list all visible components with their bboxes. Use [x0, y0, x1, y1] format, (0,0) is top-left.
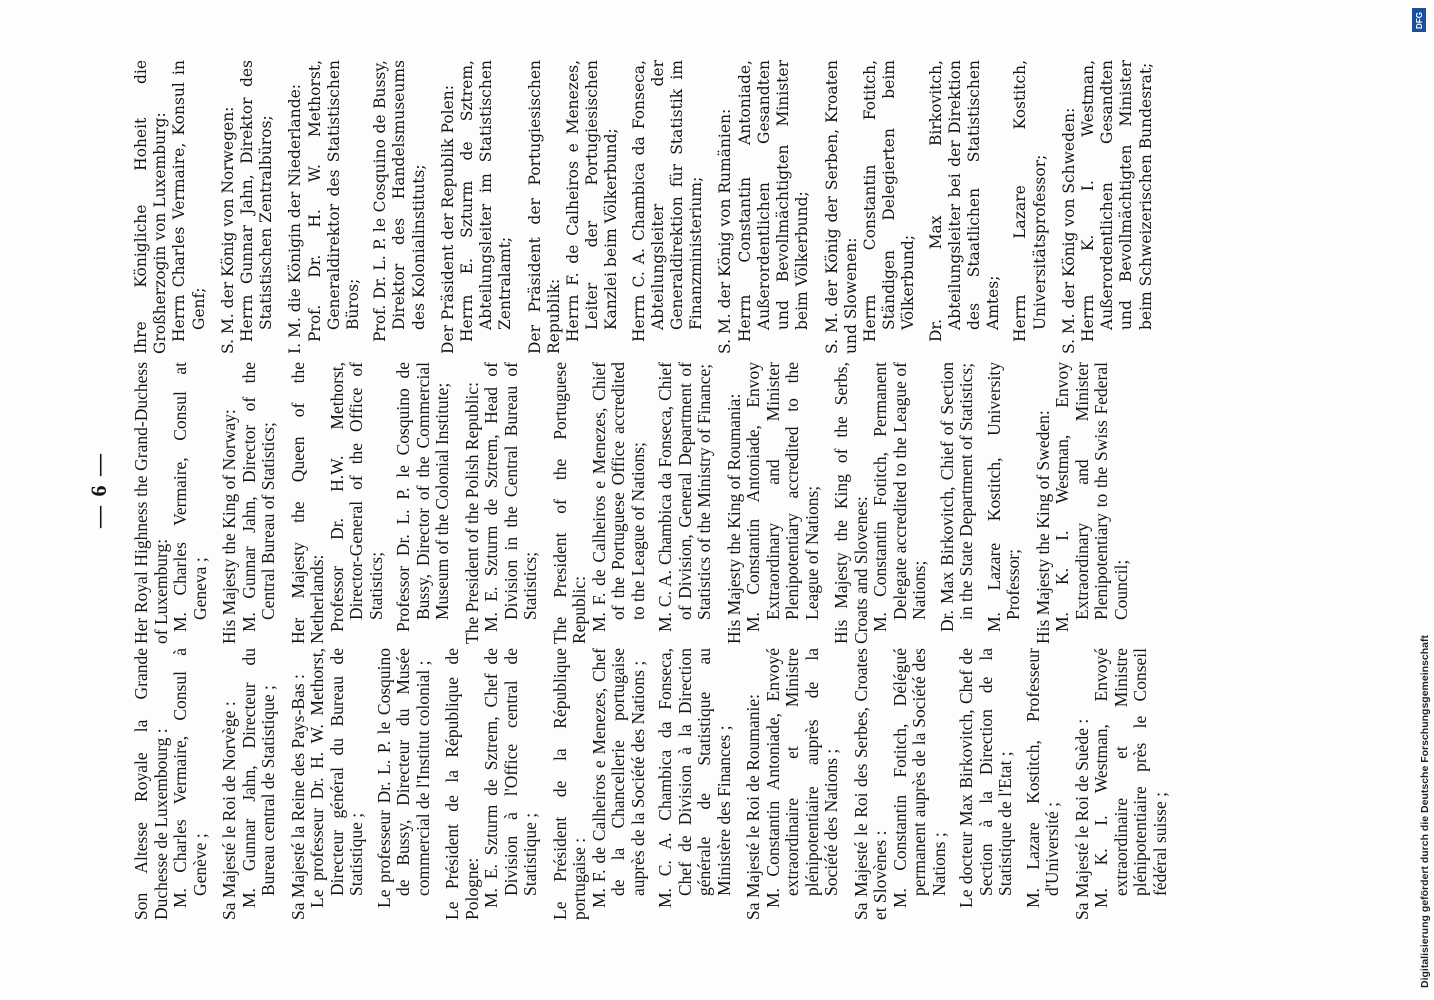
sovereign-heading: His Majesty the King of Norway:	[219, 409, 239, 644]
delegate-entry: Herrn Gunnar Jahn, Direktor des Statistischen Zentralbüros;	[238, 60, 276, 342]
delegate-entry: M. Lazare Kostitch, Professeur d'Université ;	[1022, 648, 1062, 908]
delegate-entry: Le professeur Dr. L. P. le Cosquino de Bussy, Directeur du Musée commercial de l'Institut colonial ;	[373, 648, 433, 908]
sovereign-heading: Her Royal Highness the Grand-Duchess of Luxemburg:	[131, 362, 171, 644]
french-entry	[852, 648, 1063, 920]
delegate-entry: Herrn K. I. Westman, Außerordentlichen Gesandten und Bevollmächtigten Minister beim Schweizerischen Bundesrat;	[1078, 60, 1155, 342]
dfg-logo-text: DFG	[1414, 11, 1424, 29]
delegate-entry: M. K. I. Westman, Envoy Extraordinary and Minister Plenipotentiary to the Swiss Federal Council;	[1052, 362, 1131, 632]
delegate-entry: M. F. de Calheiros e Menezes, Chef de la Chancellerie portugaise auprès de la Société des Nations ;	[588, 648, 648, 908]
sovereign-heading: Her Majesty the Queen of the Netherlands:	[287, 362, 327, 644]
delegate-entry: M. C. A. Chambica da Fonseca, Chef de Division à la Direction générale de Statistique au Ministère des Finances ;	[655, 648, 734, 908]
delegate-entry: Prof. Dr. H. W. Methorst, Generaldirektor des Statistischen Büros;	[305, 60, 363, 342]
delegate-entry: Herrn C. A. Chambica da Fonseca, Abteilungsleiter der Generaldirektion für Statistik im Finanzministerium;	[629, 60, 706, 342]
sovereign-heading: Le Président de la République portugaise :	[549, 648, 589, 920]
french-entry	[132, 648, 210, 920]
sovereign-heading: His Majesty the King of the Serbs, Croats and Slovenes:	[831, 362, 871, 644]
sovereign-heading: Der Präsident der Portugiesischen Republik:	[525, 60, 563, 354]
german-entry	[1060, 60, 1156, 354]
english-entry	[551, 362, 715, 644]
sovereign-heading: Sa Majesté le Roi de Suède :	[1071, 718, 1092, 920]
english-entry	[463, 362, 541, 644]
french-entry	[744, 648, 842, 920]
sovereign-heading: Der Präsident der Republik Polen:	[438, 85, 457, 354]
german-entry	[526, 60, 707, 354]
english-entry	[725, 362, 823, 644]
digitization-note: Digitalisierung gefördert durch die Deutsche Forschungsgemeinschaft	[1419, 635, 1431, 988]
delegate-entry: M. Gunnar Jahn, Directeur du Bureau central de Statistique ;	[238, 648, 278, 908]
french-entry	[289, 648, 434, 920]
english-entry	[289, 362, 453, 644]
german-entry	[439, 60, 516, 354]
english-entry	[132, 362, 210, 644]
sovereign-heading: S. M. der König der Serben, Kroaten und Slowenen:	[822, 60, 860, 354]
delegate-entry: M. K. I. Westman, Envoyé extraordinaire et Ministre plénipotentiaire près le Conseil fédéral suisse ;	[1091, 648, 1170, 908]
french-column	[132, 648, 1282, 920]
german-entry	[219, 60, 277, 354]
delegate-entry: Herrn Charles Vermaire, Konsul in Genf;	[170, 60, 208, 342]
german-column	[132, 60, 1282, 354]
french-entry	[443, 648, 541, 920]
sovereign-heading: Sa Majesté le Roi de Norvège :	[219, 701, 239, 920]
page-number: — 6 —	[86, 452, 111, 528]
delegate-entry: Professor Dr. L. P. le Cosquino de Bussy, Director of the Commercial Museum of the Colonial Institute;	[393, 362, 452, 632]
delegate-entry: M. Gunnar Jahn, Director of the Central Bureau of Statistics;	[238, 362, 278, 632]
delegate-entry: Le docteur Max Birkovitch, Chef de Section à la Direction de la Statistique de l'Etat ;	[956, 648, 1015, 908]
delegate-entry: M. Constantin Fotitch, Délégué permanent auprès de la Société des Nations ;	[889, 648, 949, 908]
english-entry	[1034, 362, 1132, 644]
sovereign-heading: Sa Majesté le Roi des Serbes, Croates et Slovènes :	[850, 648, 890, 920]
german-entry	[823, 60, 1050, 354]
sovereign-heading: Son Altesse Royale la Grande Duchesse de Luxembourg :	[131, 648, 171, 920]
delegate-entry: Dr. Max Birkovitch, Chief of Section in the State Department of Statistics;	[936, 362, 976, 632]
delegate-entry: Herrn Constantin Antoniade, Außerordentlichen Gesandten und Bevollmächtigten Minister beim Völkerbund;	[735, 60, 812, 342]
delegate-entry: M. Charles Vermaire, Consul à Genève ;	[170, 648, 210, 908]
sovereign-heading: Le Président de la République de Pologne:	[442, 648, 482, 920]
french-entry	[551, 648, 735, 920]
delegate-entry: Herrn F. de Calheiros e Menezes, Leiter der Portugiesischen Kanzlei beim Völkerbund;	[564, 60, 621, 342]
delegate-entry: Le professeur Dr. H. W. Methorst, Directeur général du Bureau de Statistique ;	[307, 648, 366, 908]
sovereign-heading: The President of the Portuguese Republic:	[549, 362, 589, 644]
delegate-entry: M. Lazare Kostitch, University Professor;	[983, 362, 1023, 632]
sovereign-heading: The President of the Polish Republic:	[461, 382, 482, 644]
delegate-entry: Professor Dr. H.W. Methorst, Director-General of the Office of Statistics;	[326, 362, 386, 632]
german-entry	[716, 60, 812, 354]
treaty-columns	[132, 60, 1282, 920]
sovereign-heading: Sa Majesté la Reine des Pays-Bas :	[287, 674, 308, 920]
delegate-entry: M. E. Szturm de Sztrem, Chef de Division à l'Office central de Statistique ;	[481, 648, 540, 908]
french-entry	[1073, 648, 1171, 920]
delegate-entry: M. Constantin Antoniade, Envoy Extraordinary and Minister Plenipotentiary accredited to the League of Nations;	[743, 362, 822, 632]
delegate-entry: Herrn Constantin Fotitch, Ständigen Delegierten beim Völkerbund;	[860, 60, 918, 342]
delegate-entry: M. C. A. Chambica da Fonseca, Chief of Division, General Department of Statistics of the Ministry of Finance;	[655, 362, 714, 632]
delegate-entry: M. Constantin Fotitch, Permanent Delegate accredited to the League of Nations;	[870, 362, 929, 632]
delegate-entry: M. E. Szturm de Sztrem, Head of Division in the Central Bureau of Statistics;	[481, 362, 540, 632]
delegate-entry: M. Charles Vermaire, Consul at Geneva ;	[170, 362, 210, 632]
rotated-page-content	[86, 60, 1306, 920]
delegate-entry: M. F. de Calheiros e Menezes, Chief of the Portuguese Office accredited to the League of Nations;	[588, 362, 648, 632]
german-entry	[132, 60, 209, 354]
delegate-entry: Dr. Max Birkovitch, Abteilungsleiter bei der Direktion des Staatlichen Statistischen Amtes;	[926, 60, 1003, 342]
sovereign-heading: S. M. der König von Norwegen:	[218, 106, 237, 354]
french-entry	[220, 648, 279, 920]
sovereign-heading: His Majesty the King of Roumania:	[723, 393, 744, 644]
digitization-sidebar	[1408, 8, 1430, 998]
german-entry	[286, 60, 428, 354]
sovereign-heading: S. M. der König von Schweden:	[1059, 107, 1078, 354]
sovereign-heading: His Majesty the King of Sweden:	[1032, 410, 1053, 644]
sovereign-heading: Ihre Königliche Hoheit die Großherzogin von Luxemburg:	[132, 60, 170, 354]
delegate-entry: Herrn Lazare Kostitch, Universitätsprofessor;	[1011, 60, 1049, 342]
english-entry	[832, 362, 1024, 644]
sovereign-heading: I. M. die Königin der Niederlande:	[286, 83, 305, 354]
english-entry	[220, 362, 279, 644]
delegate-entry: Prof. Dr. L. P. le Cosquino de Bussy, Direktor des Handelsmuseums des Kolonialinstituts;	[371, 60, 428, 342]
delegate-entry: Herrn E. Szturm de Sztrem, Abteilungsleiter im Statistischen Zentralamt;	[458, 60, 515, 342]
english-column	[132, 362, 1282, 644]
sovereign-heading: S. M. der König von Rumänien:	[716, 108, 735, 354]
delegate-entry: M. Constantin Antoniade, Envoyé extraordinaire et Ministre plénipotentiaire auprès de la Société des Nations ;	[762, 648, 841, 908]
sovereign-heading: Sa Majesté le Roi de Roumanie:	[743, 694, 763, 920]
